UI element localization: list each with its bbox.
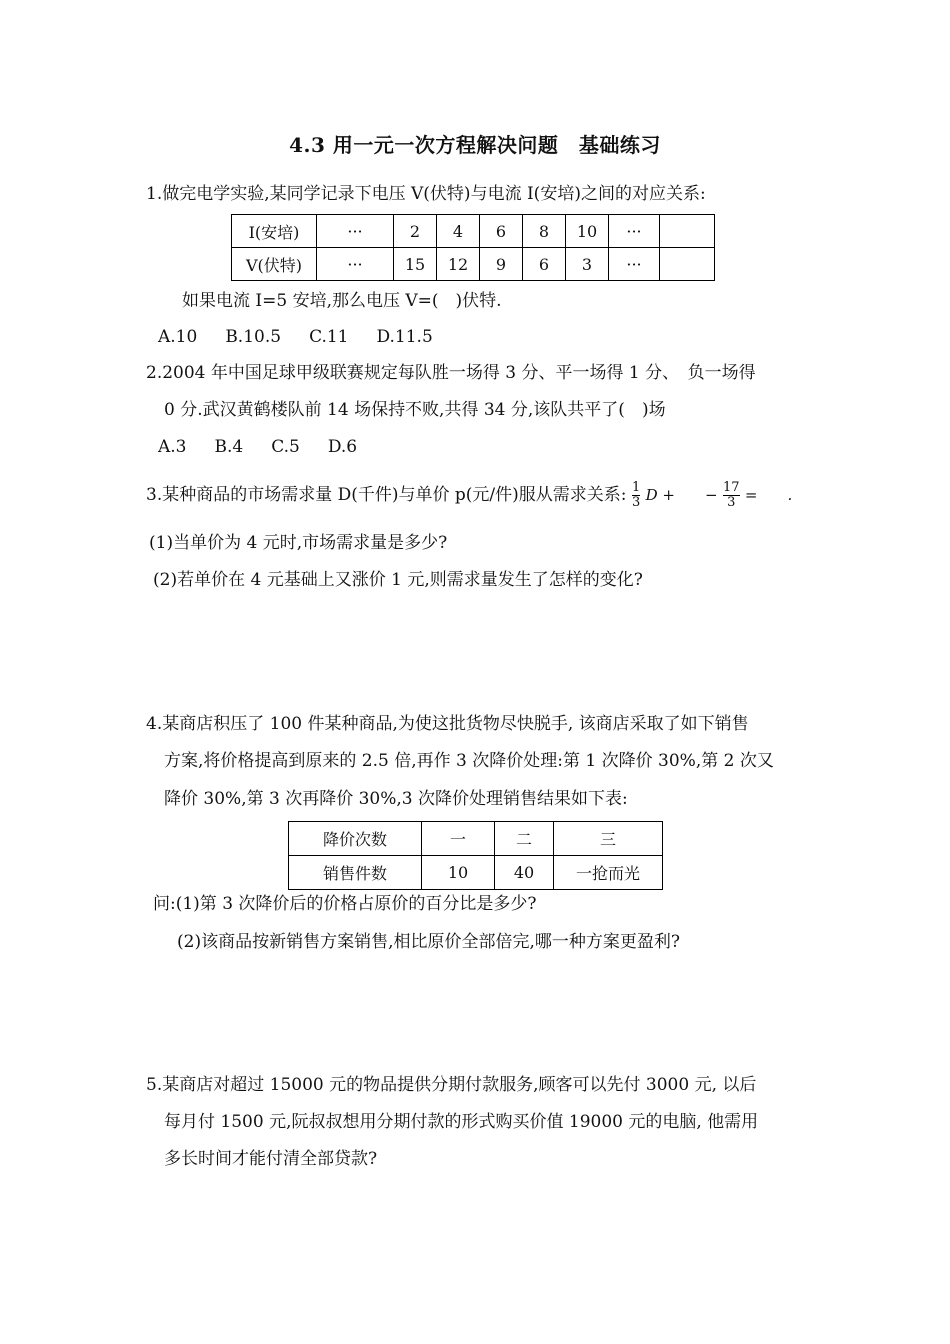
- table-cell: [660, 248, 715, 281]
- option-c: C.11: [309, 327, 349, 347]
- q5-line3: 多长时间才能付清全部贷款?: [164, 1149, 378, 1169]
- option-b: B.4: [214, 437, 244, 457]
- table-cell: ···: [317, 215, 394, 248]
- table-cell: 2: [394, 215, 437, 248]
- table-cell: 10: [566, 215, 609, 248]
- table-row: [289, 822, 663, 856]
- table-cell: ···: [317, 248, 394, 281]
- table-cell: 一抢而光: [554, 856, 663, 890]
- table-cell: 9: [480, 248, 523, 281]
- table-row: [289, 856, 663, 890]
- table-cell: V(伏特): [232, 248, 317, 281]
- table-cell: ···: [609, 248, 660, 281]
- q3-sub2: (2)若单价在 4 元基础上又涨价 1 元,则需求量发生了怎样的变化?: [153, 570, 643, 590]
- table-cell: 15: [394, 248, 437, 281]
- q1-question: 如果电流 I=5 安培,那么电压 V=( )伏特.: [182, 291, 502, 311]
- q4-sub1: 问:(1)第 3 次降价后的价格占原价的百分比是多少?: [153, 894, 537, 914]
- table-cell: 6: [480, 215, 523, 248]
- table-row: [232, 215, 715, 248]
- option-a: A.10: [158, 327, 198, 347]
- q4-line1: 4.某商店积压了 100 件某种商品,为使这批货物尽快脱手, 该商店采取了如下销售: [146, 714, 749, 734]
- table-cell: 3: [566, 248, 609, 281]
- table-cell: 12: [437, 248, 480, 281]
- table-cell: 8: [523, 215, 566, 248]
- q5-line2: 每月付 1500 元,阮叔叔想用分期付款的形式购买价值 19000 元的电脑, 他需用: [164, 1112, 759, 1132]
- table-cell: 销售件数: [289, 856, 422, 890]
- table-cell: 一: [422, 822, 495, 856]
- q4-sub2: (2)该商品按新销售方案销售,相比原价全部倍完,哪一种方案更盈利?: [177, 932, 681, 952]
- q4-line2: 方案,将价格提高到原来的 2.5 倍,再作 3 次降价处理:第 1 次降价 30%,第 2 次又: [164, 751, 774, 771]
- option-a: A.3: [158, 437, 187, 457]
- table-cell: ···: [609, 215, 660, 248]
- q2-line2: 0 分.武汉黄鹤楼队前 14 场保持不败,共得 34 分,该队共平了( )场: [164, 400, 666, 420]
- option-d: D.6: [327, 437, 358, 457]
- q5-line1: 5.某商店对超过 15000 元的物品提供分期付款服务,顾客可以先付 3000 元, 以后: [146, 1075, 757, 1095]
- q3-fraction-1: $\frac{1}{3}$: [631, 480, 641, 510]
- option-b: B.10.5: [225, 327, 282, 347]
- table-cell: I(安培): [232, 215, 317, 248]
- q4-line3: 降价 30%,第 3 次再降价 30%,3 次降价处理销售结果如下表:: [164, 789, 628, 809]
- q3-formula-mid: D + −: [645, 486, 718, 504]
- q3-fraction-2: $\frac{17}{3}$: [722, 480, 740, 510]
- option-d: D.11.5: [376, 327, 433, 347]
- table-cell: 4: [437, 215, 480, 248]
- page-title: 4.3 用一元一次方程解决问题 基础练习: [289, 133, 661, 157]
- table-cell: 三: [554, 822, 663, 856]
- q1-stem: 1.做完电学实验,某同学记录下电压 V(伏特)与电流 I(安培)之间的对应关系:: [146, 184, 706, 204]
- table-cell: 6: [523, 248, 566, 281]
- option-c: C.5: [271, 437, 300, 457]
- table-cell: 二: [495, 822, 554, 856]
- table-cell: 40: [495, 856, 554, 890]
- q3-stem-line: [146, 481, 792, 510]
- q3-sub1: (1)当单价为 4 元时,市场需求量是多少?: [149, 533, 448, 553]
- q4-table: [288, 821, 663, 890]
- q1-table: [231, 214, 715, 281]
- table-cell: 10: [422, 856, 495, 890]
- q3-formula-tail: = .: [744, 486, 793, 504]
- q2-options: [158, 436, 385, 458]
- q3-stem: 3.某种商品的市场需求量 D(千件)与单价 p(元/件)服从需求关系:: [146, 485, 627, 505]
- table-cell: [660, 215, 715, 248]
- q1-options: [158, 326, 461, 348]
- table-row: [232, 248, 715, 281]
- table-cell: 降价次数: [289, 822, 422, 856]
- q2-line1: 2.2004 年中国足球甲级联赛规定每队胜一场得 3 分、平一场得 1 分、 负一场得: [146, 363, 756, 383]
